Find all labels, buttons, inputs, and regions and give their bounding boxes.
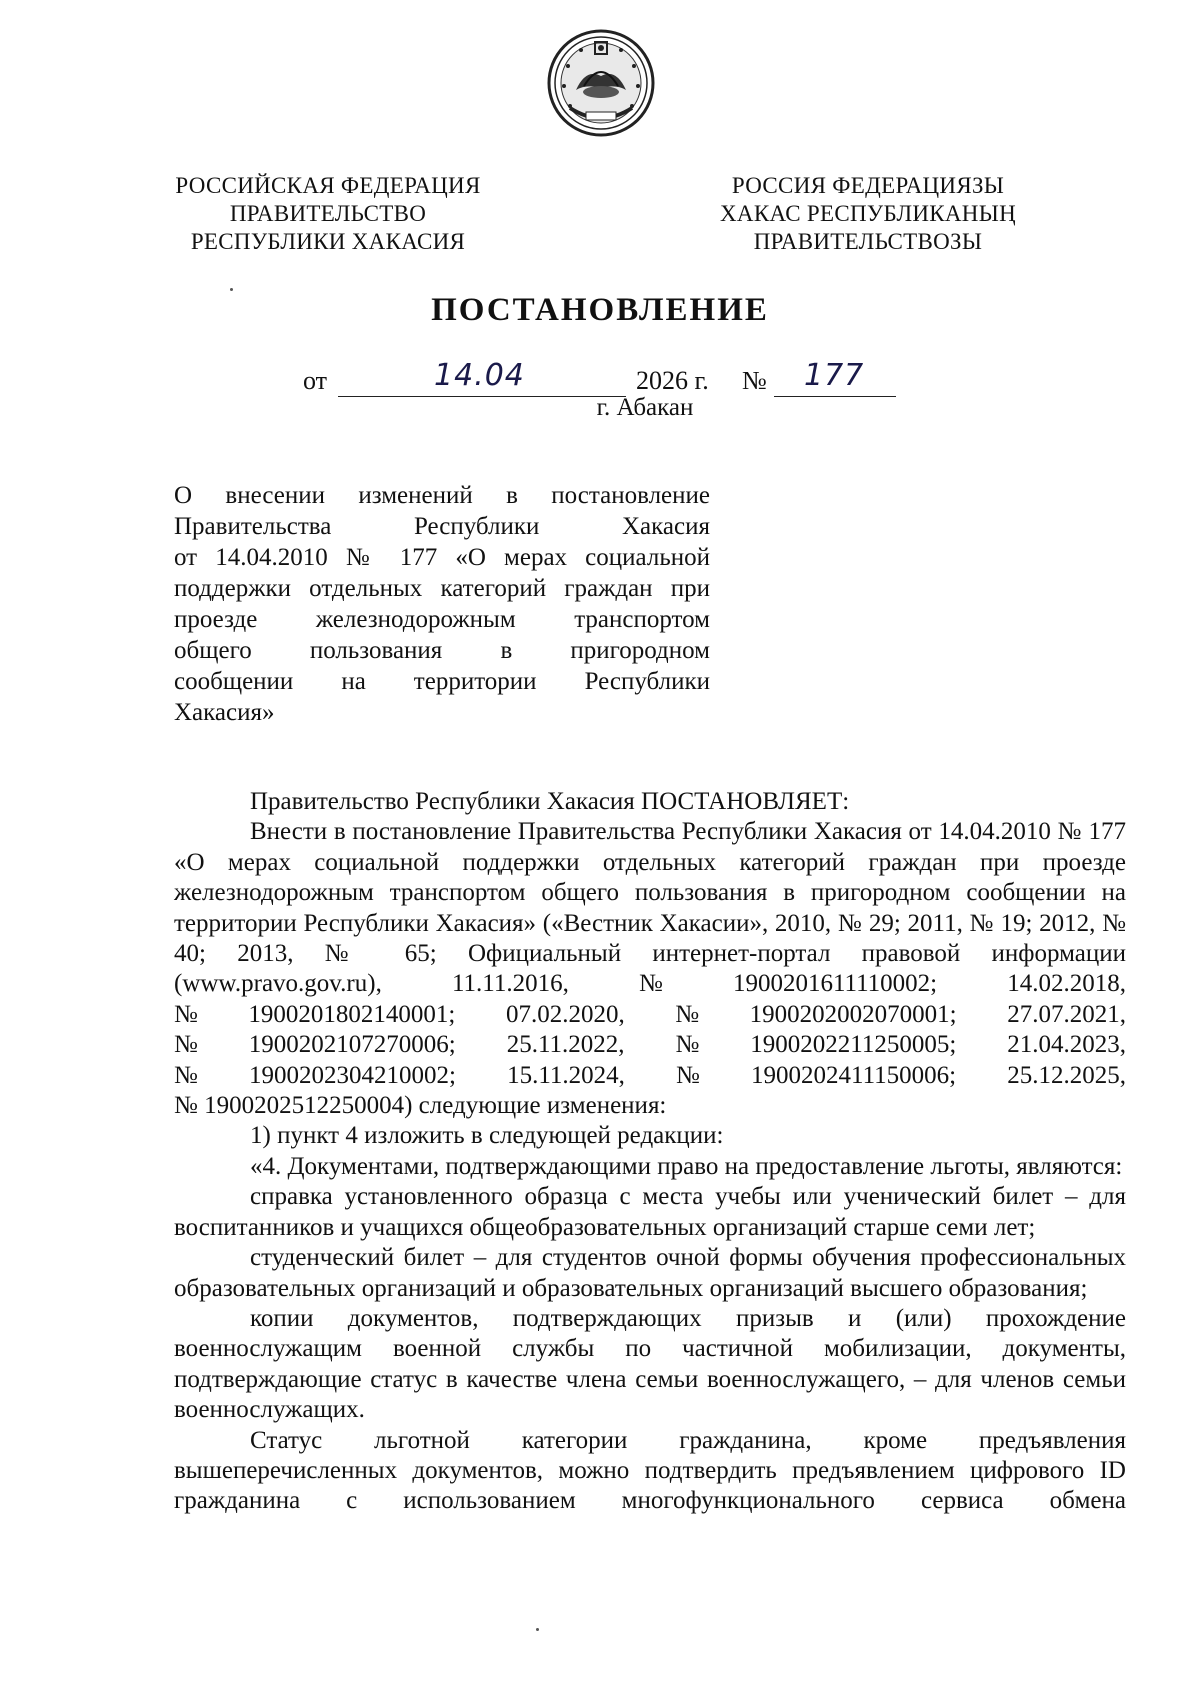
document-item-3: копии документов, подтверждающих призыв и (или) прохождение военнослужащим военной службы по частичной мобилизации, документы, подтверждающие статус в качестве члена семьи военнослужащего, – для членов семьи военнослужащих.: [174, 1304, 1126, 1424]
header-right-line: ХАКАС РЕСПУБЛИКАНЫҢ: [720, 201, 1016, 226]
ref-item: 25.12.2025,: [1007, 1061, 1126, 1089]
subject-line: от 14.04.2010 № 177 «О мерах социальной: [174, 544, 710, 571]
ref-item: 1900202304210002;: [248, 1061, 456, 1089]
header-left-line: ПРАВИТЕЛЬСТВО: [229, 201, 427, 226]
number-handwritten: 177: [804, 358, 865, 393]
ref-item: №: [174, 1031, 198, 1059]
header-left-line: РЕСПУБЛИКИ ХАКАСИЯ: [190, 229, 466, 254]
subject-line: О внесении изменений в постановление: [174, 482, 710, 509]
ref-item: 07.02.2020,: [505, 1000, 625, 1028]
coat-of-arms-emblem: [546, 28, 656, 138]
ref-item: 1900202002070001;: [749, 1000, 957, 1028]
subject-line: Правительства Республики Хакасия: [174, 513, 710, 540]
date-handwritten: 14.04: [434, 358, 525, 393]
ref-item: 1900201802140001;: [248, 1000, 456, 1028]
document-title: ПОСТАНОВЛЕНИЕ: [431, 292, 769, 328]
ref-item: (www.pravo.gov.ru),: [174, 970, 382, 998]
header-right: [678, 172, 1058, 256]
ref-item: 1900202107270006;: [248, 1031, 456, 1059]
document-body: [174, 787, 1126, 1517]
decree-line: Правительство Республики Хакасия ПОСТАНОВЛЯЕТ:: [250, 788, 850, 815]
ref-item: 11.11.2016,: [451, 970, 569, 998]
subject-block: [174, 480, 710, 728]
header-right-line: ПРАВИТЕЛЬСТВОЗЫ: [753, 229, 983, 254]
references-end: № 1900202512250004) следующие изменения:: [174, 1092, 667, 1120]
header-left: [138, 172, 518, 256]
ref-item: №: [174, 1000, 198, 1028]
ref-item: 1900202211250005;: [750, 1031, 957, 1059]
status-paragraph: Статус льготной категории гражданина, кроме предъявления вышеперечисленных документов, можно подтвердить предъявлением цифрового ID гражданина с использованием многофункционального сервиса обмена: [174, 1426, 1126, 1515]
ref-item: 1900201611110002;: [732, 970, 938, 998]
document-item-2: студенческий билет – для студентов очной формы обучения профессиональных образовательных организаций и образовательных организаций высшего образования;: [174, 1244, 1126, 1302]
item-4: «4. Документами, подтверждающими право на предоставление льготы, являются:: [250, 1152, 1123, 1180]
document-item-1: справка установленного образца с места учебы или ученический билет – для воспитанников и учащихся общеобразовательных организаций старше семи лет;: [174, 1183, 1126, 1241]
ref-item: 15.11.2024,: [507, 1061, 625, 1089]
ref-item: №: [675, 1000, 700, 1028]
ref-item: 25.11.2022,: [506, 1031, 625, 1059]
ref-item: №: [675, 1031, 700, 1059]
subject-line: сообщении на территории Республики: [174, 668, 710, 695]
subject-line: Хакасия»: [174, 699, 275, 726]
intro-paragraph: Внести в постановление Правительства Республики Хакасия от 14.04.2010 № 177 «О мерах социальной поддержки отдельных категорий граждан при проезде железнодорожным транспортом общего пользования в пригородном сообщении на территории Республики Хакасия» («Вестник Хакасии», 2010, № 29; 2011, № 19; 2012, № 40; 2013, № 65; Официальный интернет-портал правовой информации: [174, 818, 1126, 968]
header-left-line: РОССИЙСКАЯ ФЕДЕРАЦИЯ: [175, 173, 481, 198]
ref-item: 27.07.2021,: [1007, 1000, 1126, 1028]
header-right-line: РОССИЯ ФЕДЕРАЦИЯЗЫ: [731, 173, 1005, 198]
item-1: 1) пункт 4 изложить в следующей редакции:: [250, 1122, 724, 1150]
year-label: 2026 г.: [636, 366, 709, 395]
references-row: [174, 969, 1126, 999]
number-label: №: [742, 366, 767, 395]
scan-speck: [536, 1628, 539, 1631]
references-row: [174, 1061, 1126, 1091]
subject-line: проезде железнодорожным транспортом: [174, 606, 710, 633]
scan-speck: [230, 288, 233, 291]
subject-line: общего пользования в пригородном: [174, 637, 710, 664]
references-row: [174, 1000, 1126, 1030]
subject-line: поддержки отдельных категорий граждан при: [174, 575, 710, 602]
references-row: [174, 1030, 1126, 1060]
ref-item: 21.04.2023,: [1007, 1031, 1126, 1059]
from-label: от: [303, 366, 328, 395]
ref-item: 1900202411150006;: [751, 1061, 957, 1089]
city-label: г. Абакан: [596, 394, 694, 421]
ref-item: №: [638, 970, 663, 998]
ref-item: №: [174, 1061, 198, 1089]
ref-item: №: [676, 1061, 700, 1089]
ref-item: 14.02.2018,: [1007, 970, 1126, 998]
